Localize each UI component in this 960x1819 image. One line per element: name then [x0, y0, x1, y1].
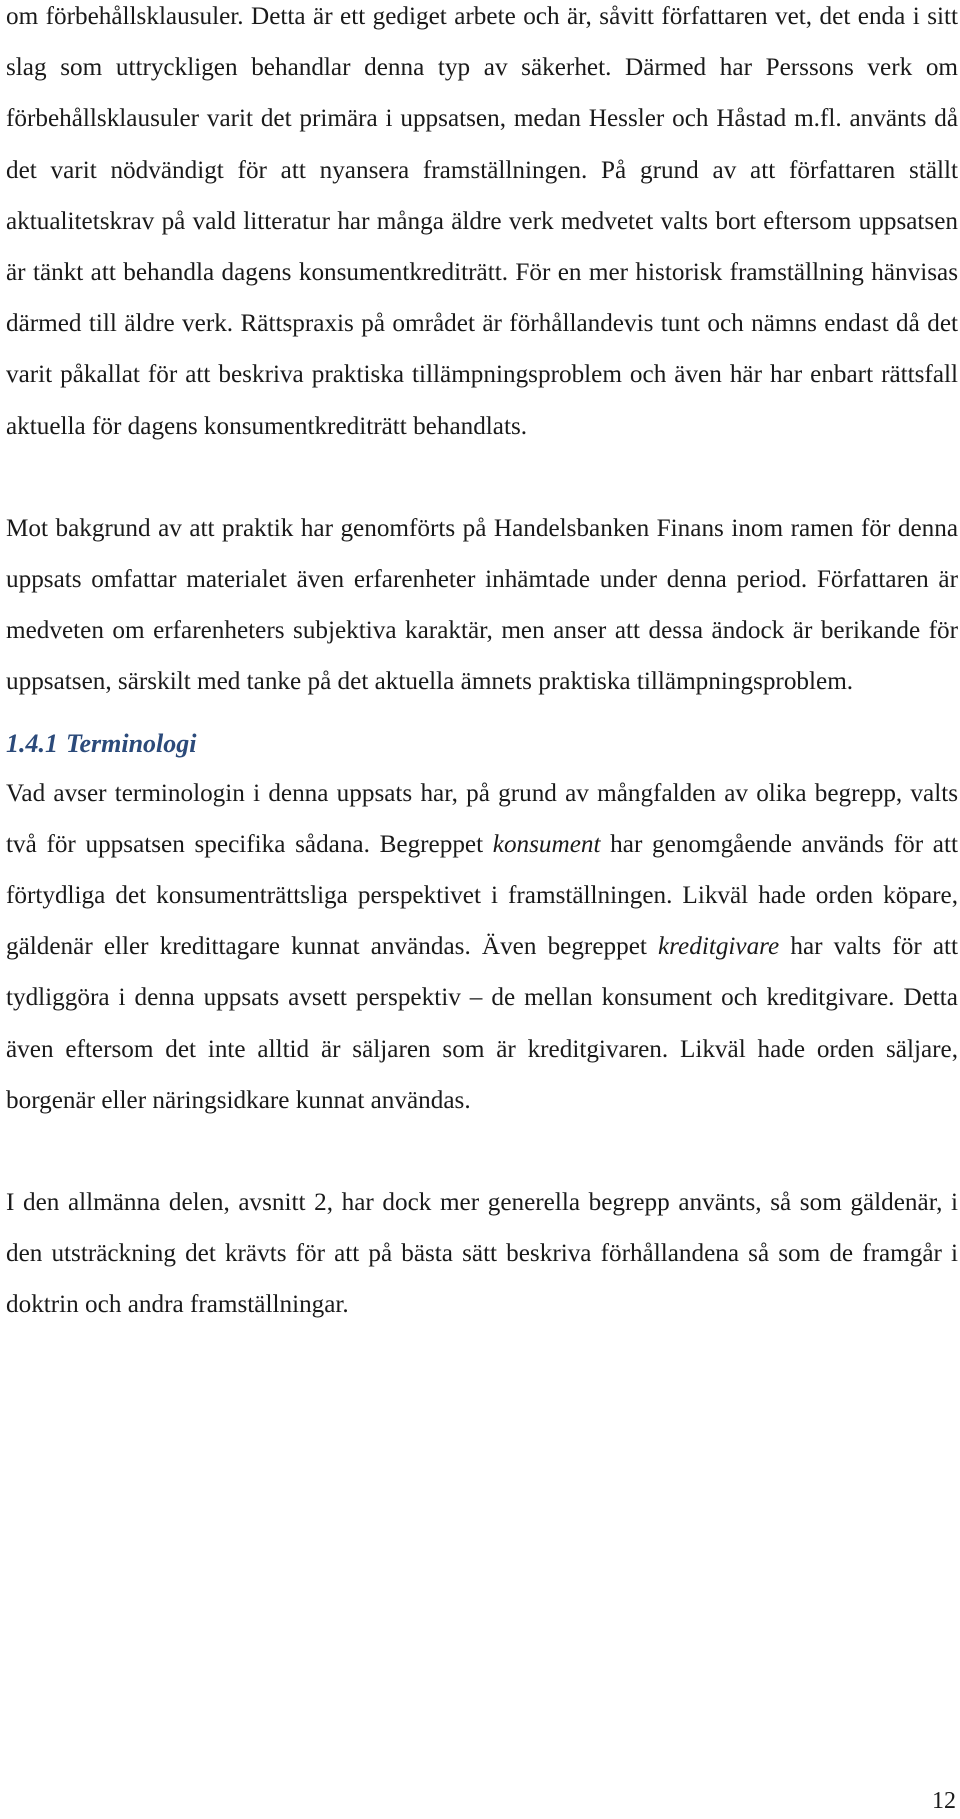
- page-number: 12: [932, 1788, 956, 1814]
- paragraph-internship: Mot bakgrund av att praktik har genomförts på Handelsbanken Finans inom ramen för denna uppsats omfattar materialet även erfarenheter inhämtade under denna period. Författaren är medveten om erfarenheters subjektiva karaktär, men anser att dessa ändock är berikande för uppsatsen, särskilt med tanke på det aktuella ämnets praktiska tillämpningsproblem.: [6, 514, 958, 696]
- paragraph-terminology: [6, 768, 958, 1126]
- paragraph-sources: om förbehållsklausuler. Detta är ett gediget arbete och är, såvitt författaren vet, det enda i sitt slag som uttryckligen behandlar denna typ av säkerhet. Därmed har Perssons verk om förbehållsklausuler varit det primära i uppsatsen, medan Hessler och Håstad m.fl. använts då det varit nödvändigt för att nyansera framställningen. På grund av att författaren ställt aktualitetskrav på vald litteratur har många äldre verk medvetet valts bort eftersom uppsatsen är tänkt att behandla dagens konsumentkrediträtt. För en mer historisk framställning hänvisas därmed till äldre verk. Rättspraxis på området är förhållandevis tunt och nämns endast då det varit påkallat för att beskriva praktiska tillämpningsproblem och även här har enbart rättsfall aktuella för dagens konsumentkrediträtt behandlats.: [6, 3, 958, 440]
- paragraph-spacer: [6, 1126, 958, 1177]
- term-konsument: konsument: [492, 830, 601, 858]
- terminology-text-part-2: har genomgående används för att förtydliga det konsumenträttsliga perspektivet i framställningen. Likväl hade orden köpare, gäldenär eller kredittagare kunnat användas. Även begreppet: [6, 830, 958, 961]
- terminology-text-part-3: har valts för att tydliggöra i denna uppsats avsett perspektiv – de mellan konsument och kreditgivare. Detta även eftersom det inte alltid är säljaren som är kreditgivaren. Likväl hade orden säljare, borgenär eller näringsidkare kunnat användas.: [6, 933, 958, 1114]
- terminology-text-part-1: Vad avser terminologin i denna uppsats har, på grund av mångfalden av olika begrepp, valts två för uppsatsen specifika sådana. Begreppet: [6, 779, 958, 858]
- paragraph-general-part: I den allmänna delen, avsnitt 2, har dock mer generella begrepp använts, så som gäldenär, i den utsträckning det krävts för att på bästa sätt beskriva förhållandena så som de framgår i doktrin och andra framställningar.: [6, 1189, 958, 1319]
- term-kreditgivare: kreditgivare: [658, 933, 780, 961]
- document-page: [6, 0, 958, 1331]
- section-number: 1.4.1: [6, 728, 58, 758]
- section-heading: [6, 724, 958, 764]
- section-title: Terminologi: [66, 728, 197, 758]
- paragraph-spacer: [6, 452, 958, 503]
